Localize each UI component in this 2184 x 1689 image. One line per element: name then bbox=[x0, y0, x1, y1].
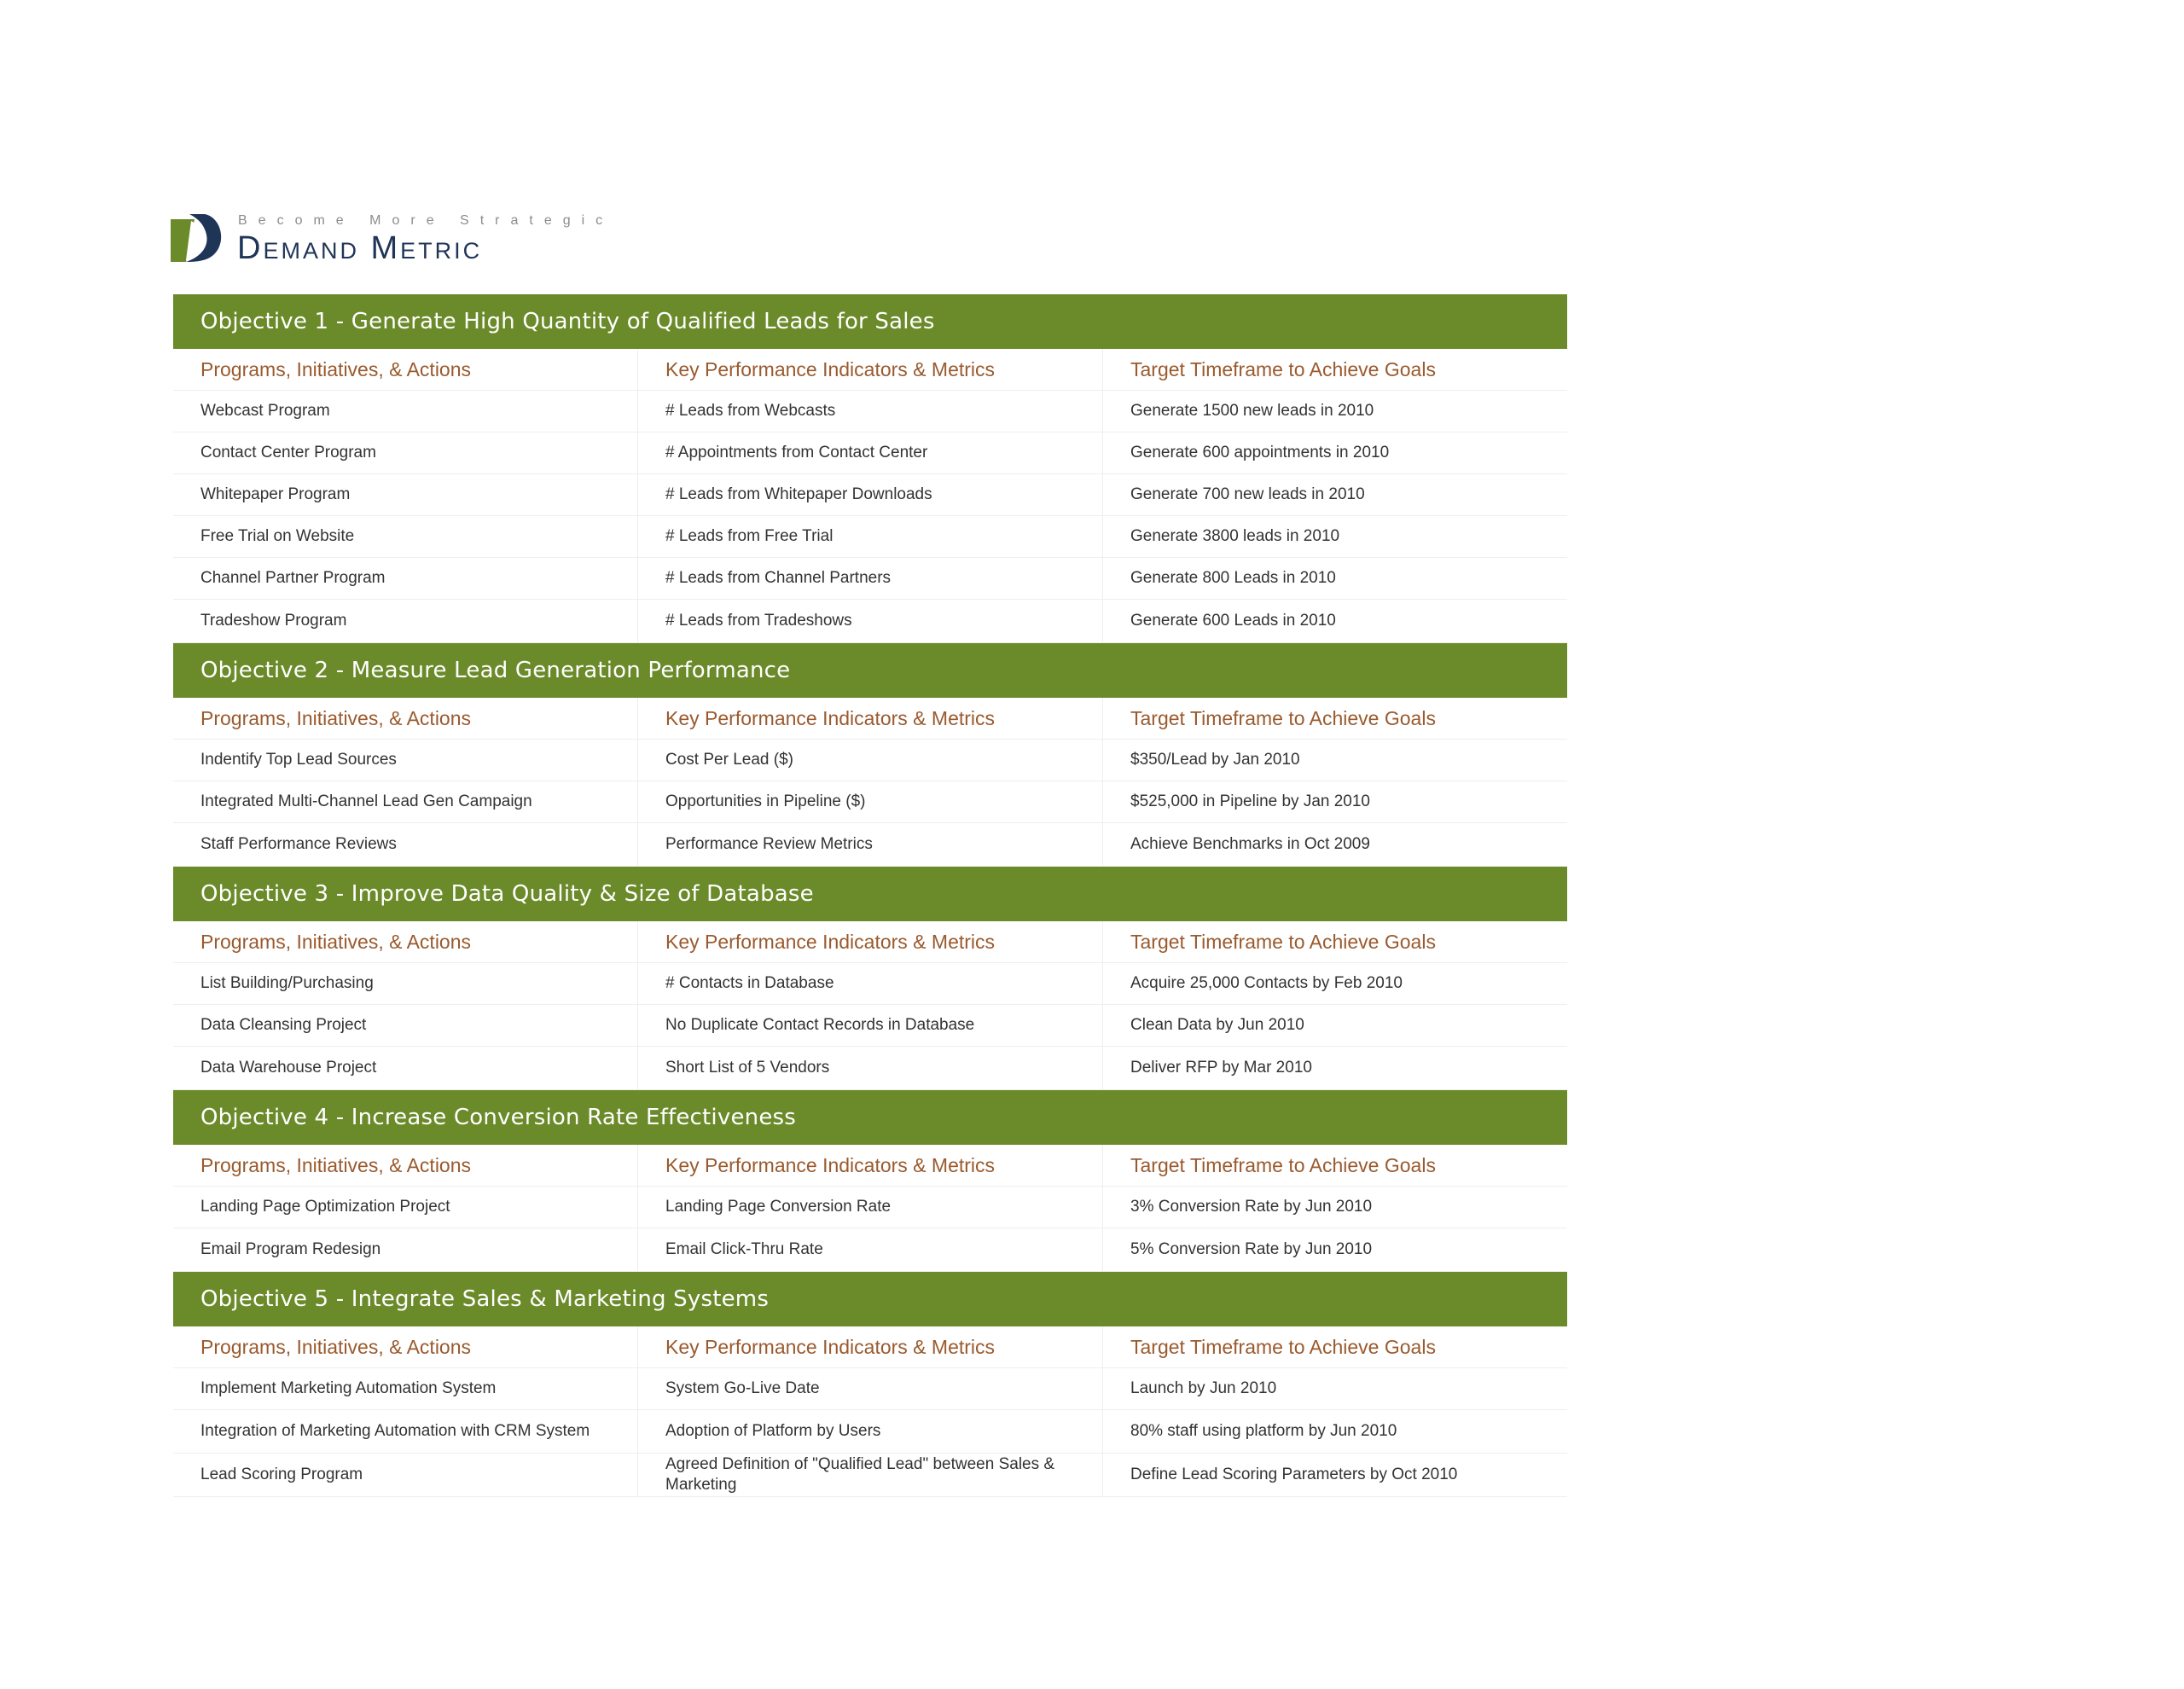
target-cell: Define Lead Scoring Parameters by Oct 2010 bbox=[1130, 1466, 1458, 1483]
kpi-cell: # Leads from Whitepaper Downloads bbox=[638, 474, 1103, 515]
column-header-kpis: Key Performance Indicators & Metrics bbox=[638, 349, 1103, 390]
column-header-row bbox=[173, 1326, 1567, 1368]
table-row bbox=[173, 600, 1567, 643]
program-cell: Integration of Marketing Automation with CRM System bbox=[173, 1410, 638, 1453]
target-cell: 5% Conversion Rate by Jun 2010 bbox=[1130, 1240, 1373, 1258]
kpi-cell: System Go-Live Date bbox=[638, 1368, 1103, 1409]
target-cell: 80% staff using platform by Jun 2010 bbox=[1130, 1422, 1397, 1440]
target-cell: $350/Lead by Jan 2010 bbox=[1130, 751, 1300, 769]
table-row bbox=[173, 558, 1567, 600]
program-cell: Data Warehouse Project bbox=[173, 1047, 638, 1089]
kpi-cell: # Leads from Tradeshows bbox=[638, 600, 1103, 642]
objective-2-heading: Objective 2 - Measure Lead Generation Performance bbox=[173, 643, 1567, 698]
program-cell: Channel Partner Program bbox=[173, 558, 638, 599]
table-row bbox=[173, 963, 1567, 1005]
kpi-cell: Email Click-Thru Rate bbox=[638, 1228, 1103, 1271]
column-header-programs: Programs, Initiatives, & Actions bbox=[173, 921, 638, 962]
program-cell: Integrated Multi-Channel Lead Gen Campaign bbox=[173, 781, 638, 822]
kpi-table bbox=[173, 294, 1567, 1497]
table-row bbox=[173, 474, 1567, 516]
program-cell: Implement Marketing Automation System bbox=[173, 1368, 638, 1409]
table-row bbox=[173, 516, 1567, 558]
program-cell: List Building/Purchasing bbox=[173, 963, 638, 1004]
demand-metric-logo-mark-icon bbox=[171, 214, 224, 262]
program-cell: Free Trial on Website bbox=[173, 516, 638, 557]
kpi-cell: Opportunities in Pipeline ($) bbox=[638, 781, 1103, 822]
kpi-cell: # Leads from Channel Partners bbox=[638, 558, 1103, 599]
table-row bbox=[173, 1410, 1567, 1454]
target-cell: Achieve Benchmarks in Oct 2009 bbox=[1130, 835, 1370, 853]
column-header-kpis: Key Performance Indicators & Metrics bbox=[638, 921, 1103, 962]
objective-3-heading: Objective 3 - Improve Data Quality & Size of Database bbox=[173, 867, 1567, 921]
table-row bbox=[173, 1005, 1567, 1047]
column-header-programs: Programs, Initiatives, & Actions bbox=[173, 1145, 638, 1186]
table-row bbox=[173, 781, 1567, 823]
column-header-kpis: Key Performance Indicators & Metrics bbox=[638, 1326, 1103, 1367]
column-header-kpis: Key Performance Indicators & Metrics bbox=[638, 1145, 1103, 1186]
objective-5-heading: Objective 5 - Integrate Sales & Marketing Systems bbox=[173, 1272, 1567, 1326]
objective-1-heading: Objective 1 - Generate High Quantity of Qualified Leads for Sales bbox=[173, 294, 1567, 349]
column-header-programs: Programs, Initiatives, & Actions bbox=[173, 349, 638, 390]
target-cell: 3% Conversion Rate by Jun 2010 bbox=[1130, 1198, 1373, 1216]
kpi-cell: Agreed Definition of "Qualified Lead" between Sales & Marketing bbox=[638, 1454, 1103, 1496]
table-row bbox=[173, 1228, 1567, 1272]
table-row bbox=[173, 1047, 1567, 1090]
column-header-row bbox=[173, 698, 1567, 740]
table-row bbox=[173, 391, 1567, 432]
target-cell: Generate 1500 new leads in 2010 bbox=[1130, 402, 1374, 420]
kpi-cell: # Leads from Free Trial bbox=[638, 516, 1103, 557]
kpi-cell: # Contacts in Database bbox=[638, 963, 1103, 1004]
program-cell: Contact Center Program bbox=[173, 432, 638, 473]
table-row bbox=[173, 823, 1567, 867]
table-row bbox=[173, 1187, 1567, 1228]
column-header-targets: Target Timeframe to Achieve Goals bbox=[1130, 357, 1436, 380]
program-cell: Webcast Program bbox=[173, 391, 638, 432]
kpi-cell: Short List of 5 Vendors bbox=[638, 1047, 1103, 1089]
target-cell: Generate 800 Leads in 2010 bbox=[1130, 569, 1336, 587]
target-cell: Generate 3800 leads in 2010 bbox=[1130, 527, 1340, 545]
program-cell: Staff Performance Reviews bbox=[173, 823, 638, 866]
table-row bbox=[173, 1454, 1567, 1497]
column-header-row bbox=[173, 349, 1567, 391]
column-header-targets: Target Timeframe to Achieve Goals bbox=[1130, 1153, 1436, 1176]
table-row bbox=[173, 432, 1567, 474]
target-cell: Deliver RFP by Mar 2010 bbox=[1130, 1059, 1312, 1077]
program-cell: Landing Page Optimization Project bbox=[173, 1187, 638, 1228]
column-header-targets: Target Timeframe to Achieve Goals bbox=[1130, 1335, 1436, 1358]
column-header-targets: Target Timeframe to Achieve Goals bbox=[1130, 930, 1436, 953]
kpi-cell: Adoption of Platform by Users bbox=[638, 1410, 1103, 1453]
logo-tagline: Become More Strategic bbox=[238, 213, 614, 228]
column-header-row bbox=[173, 1145, 1567, 1187]
table-row bbox=[173, 740, 1567, 781]
program-cell: Data Cleansing Project bbox=[173, 1005, 638, 1046]
kpi-cell: Landing Page Conversion Rate bbox=[638, 1187, 1103, 1228]
program-cell: Tradeshow Program bbox=[173, 600, 638, 642]
column-header-targets: Target Timeframe to Achieve Goals bbox=[1130, 706, 1436, 729]
target-cell: $525,000 in Pipeline by Jan 2010 bbox=[1130, 792, 1371, 810]
column-header-row bbox=[173, 921, 1567, 963]
target-cell: Generate 600 Leads in 2010 bbox=[1130, 612, 1336, 630]
target-cell: Generate 700 new leads in 2010 bbox=[1130, 485, 1365, 503]
kpi-cell: # Appointments from Contact Center bbox=[638, 432, 1103, 473]
kpi-cell: # Leads from Webcasts bbox=[638, 391, 1103, 432]
target-cell: Acquire 25,000 Contacts by Feb 2010 bbox=[1130, 974, 1403, 992]
target-cell: Launch by Jun 2010 bbox=[1130, 1379, 1277, 1397]
program-cell: Lead Scoring Program bbox=[173, 1454, 638, 1496]
column-header-programs: Programs, Initiatives, & Actions bbox=[173, 698, 638, 739]
kpi-cell: Cost Per Lead ($) bbox=[638, 740, 1103, 781]
kpi-cell: Performance Review Metrics bbox=[638, 823, 1103, 866]
column-header-kpis: Key Performance Indicators & Metrics bbox=[638, 698, 1103, 739]
target-cell: Clean Data by Jun 2010 bbox=[1130, 1016, 1304, 1034]
program-cell: Email Program Redesign bbox=[173, 1228, 638, 1271]
target-cell: Generate 600 appointments in 2010 bbox=[1130, 444, 1390, 461]
objective-4-heading: Objective 4 - Increase Conversion Rate Effectiveness bbox=[173, 1090, 1567, 1145]
logo-name: Demand Metric bbox=[237, 230, 483, 266]
kpi-cell: No Duplicate Contact Records in Database bbox=[638, 1005, 1103, 1046]
program-cell: Whitepaper Program bbox=[173, 474, 638, 515]
column-header-programs: Programs, Initiatives, & Actions bbox=[173, 1326, 638, 1367]
table-row bbox=[173, 1368, 1567, 1410]
program-cell: Indentify Top Lead Sources bbox=[173, 740, 638, 781]
demand-metric-logo bbox=[171, 212, 631, 271]
